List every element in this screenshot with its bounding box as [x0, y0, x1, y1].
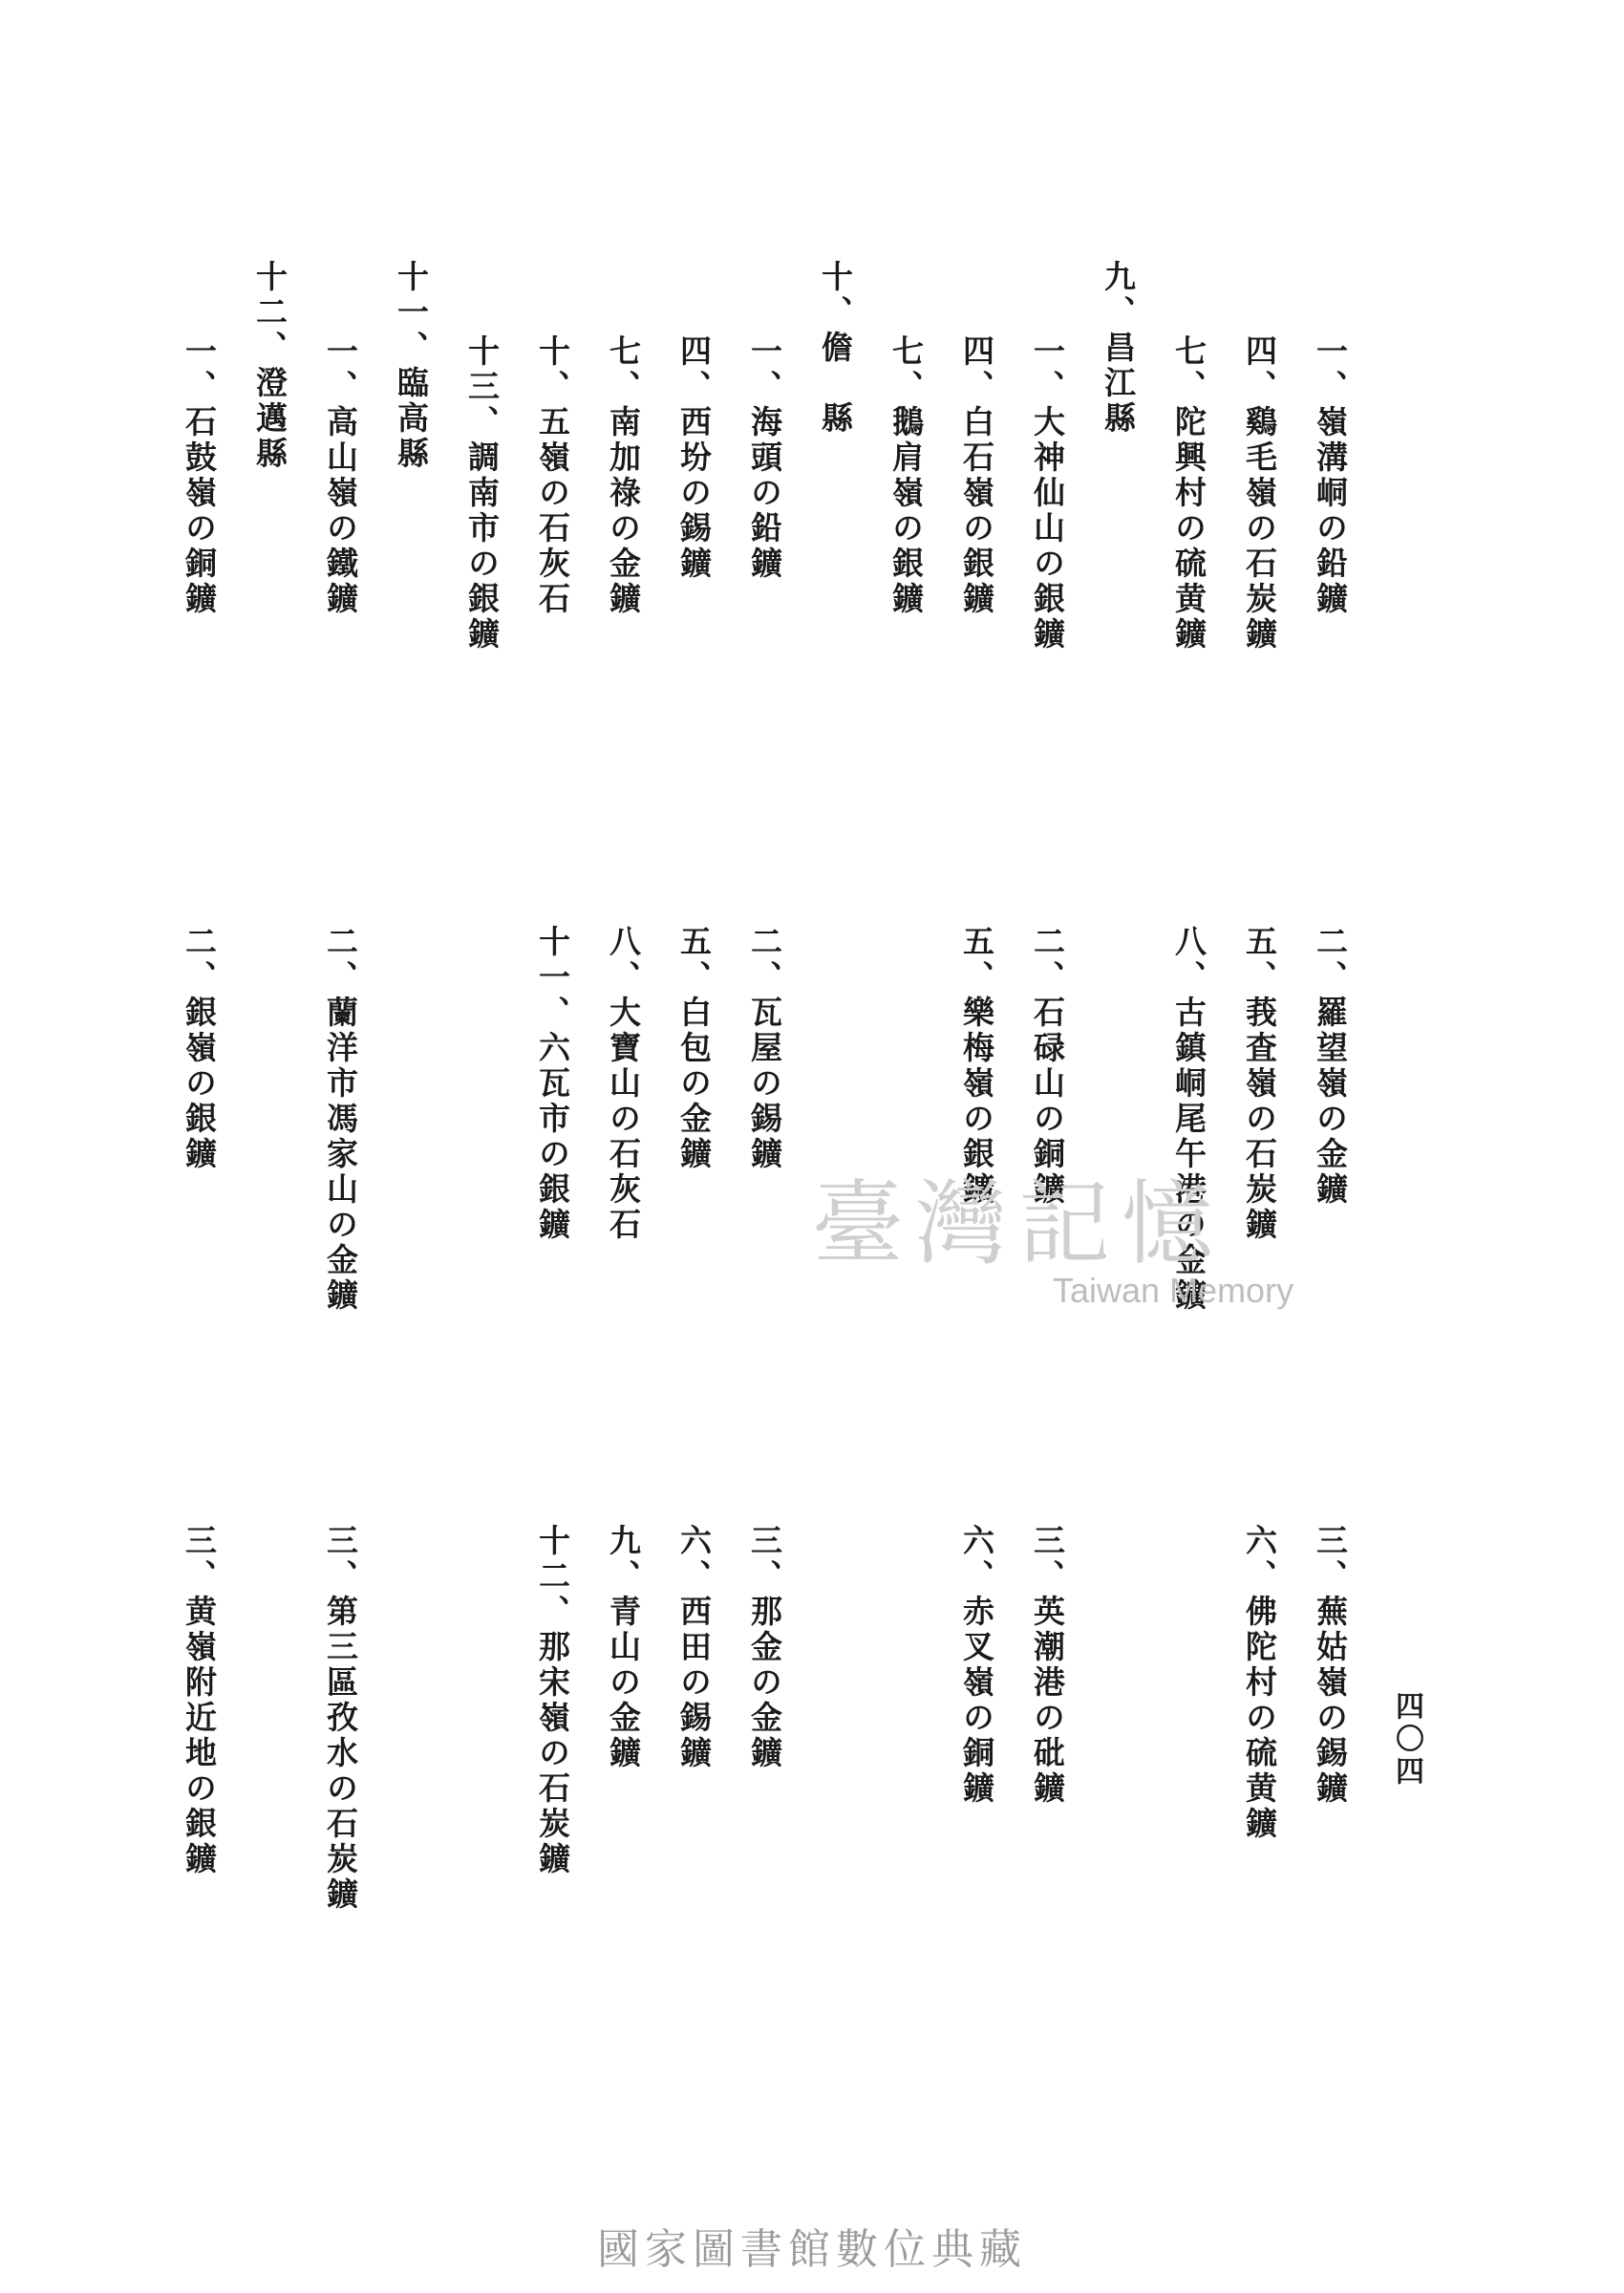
watermark-subtitle: Taiwan Memory [1053, 1271, 1294, 1310]
entry-yingchaogang-arsenic: 三、英潮港の砒鑛 [1029, 1524, 1066, 1807]
entry-nanjialu-gold: 七、南加祿の金鑛 [605, 334, 642, 617]
entry-luowangling-gold: 二、羅望嶺の金鑛 [1312, 925, 1349, 1208]
entry-liuwashi-silver: 十一、六瓦市の銀鑛 [534, 925, 571, 1243]
entry-qingshan-gold: 九、青山の金鑛 [605, 1524, 642, 1771]
entry-tuoxingcun-sulfur: 七、陀興村の硫黄鑛 [1170, 334, 1207, 653]
entry-xitian-tin: 六、西田の錫鑛 [675, 1524, 713, 1771]
heading-chengmai-county: 十二、澄邁縣 [251, 260, 288, 472]
entry-zishui-coal: 三、第三區孜水の石炭鑛 [322, 1524, 359, 1913]
heading-changjiang-county: 九、昌江縣 [1100, 260, 1137, 437]
entry-shiguling-copper: 一、石鼓嶺の銅鑛 [181, 334, 218, 617]
entry-ejianling-silver: 七、鵝肩嶺の銀鑛 [887, 334, 925, 617]
entry-fengjiashan-gold: 二、蘭洋市馮家山の金鑛 [322, 925, 359, 1314]
page-number: 四〇四 [1390, 1691, 1423, 1789]
entry-najin-gold: 三、那金の金鑛 [746, 1524, 783, 1771]
heading-lingao-county: 十一、臨高縣 [393, 260, 430, 472]
entry-jimaoling-coal: 四、鷄毛嶺の石炭鑛 [1241, 334, 1278, 653]
entry-baishiling-silver: 四、白石嶺の銀鑛 [958, 334, 995, 617]
entry-wawu-tin: 二、瓦屋の錫鑛 [746, 925, 783, 1172]
watermark-logo: 臺灣記憶 [812, 1170, 1225, 1277]
entry-lingougong-lead: 一、嶺溝峒の鉛鑛 [1312, 334, 1349, 617]
entry-diaonanshi-silver: 十三、調南市の銀鑛 [463, 334, 501, 653]
heading-dan-county: 十、儋 縣 [817, 260, 854, 437]
entry-fotuocun-sulfur: 六、佛陀村の硫黄鑛 [1241, 1524, 1278, 1842]
entry-dabaoshan-limestone: 八、大寶山の石灰石 [605, 925, 642, 1243]
entry-huangling-silver: 三、黄嶺附近地の銀鑛 [181, 1524, 218, 1877]
entry-shilushan-copper: 二、石碌山の銅鑛 [1029, 925, 1066, 1208]
entry-gaoshanling-iron: 一、高山嶺の鐵鑛 [322, 334, 359, 617]
entry-lemeiling-silver: 五、樂梅嶺の銀鑛 [958, 925, 995, 1208]
entry-dashenxianshan-silver: 一、大神仙山の銀鑛 [1029, 334, 1066, 653]
entry-wuling-limestone: 十、五嶺の石灰石 [534, 334, 571, 617]
entry-echaling-coal: 五、莪査嶺の石炭鑛 [1241, 925, 1278, 1243]
entry-guzhen-gold: 八、古鎮峒尾午港の金鑛 [1170, 925, 1207, 1314]
entry-wuguling-tin: 三、蕪姑嶺の錫鑛 [1312, 1524, 1349, 1807]
entry-haitou-lead: 一、海頭の鉛鑛 [746, 334, 783, 582]
entry-nasongling-coal: 十二、那宋嶺の石炭鑛 [534, 1524, 571, 1877]
entry-xifen-tin: 四、西坋の錫鑛 [675, 334, 713, 582]
entry-baibao-gold: 五、白包の金鑛 [675, 925, 713, 1172]
entry-chichaling-copper: 六、赤叉嶺の銅鑛 [958, 1524, 995, 1807]
entry-yinling-silver: 二、銀嶺の銀鑛 [181, 925, 218, 1172]
footer-credit: 國家圖書館數位典藏 [597, 2225, 1027, 2274]
